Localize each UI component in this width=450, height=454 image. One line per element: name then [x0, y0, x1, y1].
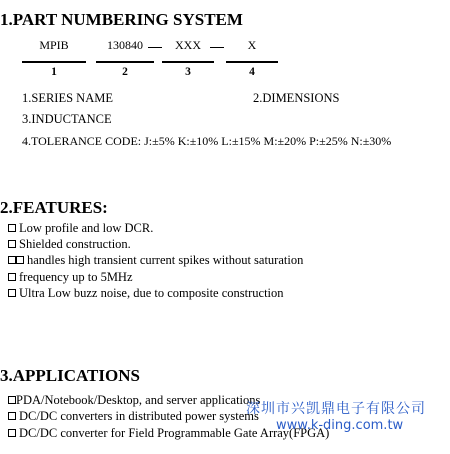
- checkbox-icon: [8, 224, 16, 232]
- application-item: DC/DC converters in distributed power systems: [8, 409, 259, 424]
- application-item: PDA/Notebook/Desktop, and server applications: [8, 393, 260, 408]
- checkbox-icon: [8, 396, 16, 404]
- legend-dimensions: 2.DIMENSIONS: [253, 91, 340, 105]
- part-numbering-heading: 1.PART NUMBERING SYSTEM: [0, 10, 243, 29]
- part-code-dimensions: 130840: [107, 38, 143, 52]
- legend-tolerance-code: 4.TOLERANCE CODE: J:±5% K:±10% L:±15% M:±20% P:±25% N:±30%: [22, 134, 392, 148]
- watermark-company: 深圳市兴凯鼎电子有限公司: [246, 401, 426, 417]
- part-code-tolerance: X: [247, 38, 257, 52]
- part-code-inductance: XXX: [175, 38, 201, 52]
- underline: [162, 61, 214, 63]
- legend-inductance: 3.INDUCTANCE: [22, 112, 112, 126]
- application-item: DC/DC converter for Field Programmable Gate Array(FPGA): [8, 426, 329, 441]
- applications-heading: 3.APPLICATIONS: [0, 366, 140, 385]
- feature-item: frequency up to 5MHz: [8, 270, 133, 285]
- feature-item: Ultra Low buzz noise, due to composite construction: [8, 286, 284, 301]
- checkbox-icon: [8, 289, 16, 297]
- checkbox-icon: [16, 256, 24, 264]
- position-number: 4: [249, 66, 255, 78]
- checkbox-icon: [8, 412, 16, 420]
- features-heading: 2.FEATURES:: [0, 198, 108, 217]
- position-number: 1: [51, 66, 57, 78]
- legend-series-name: 1.SERIES NAME: [22, 91, 113, 105]
- feature-item: Low profile and low DCR.: [8, 221, 153, 236]
- checkbox-icon: [8, 429, 16, 437]
- underline: [226, 61, 278, 63]
- separator-dash: [210, 47, 224, 48]
- underline: [96, 61, 154, 63]
- separator-dash: [148, 47, 162, 48]
- position-number: 3: [185, 66, 191, 78]
- position-number: 2: [122, 66, 128, 78]
- part-code-series: MPIB: [39, 38, 69, 52]
- watermark-url: www.k-ding.com.tw: [276, 418, 404, 433]
- checkbox-icon: [8, 273, 16, 281]
- underline: [22, 61, 86, 63]
- feature-item: handles high transient current spikes without saturation: [8, 253, 303, 268]
- checkbox-icon: [8, 240, 16, 248]
- feature-item: Shielded construction.: [8, 237, 131, 252]
- checkbox-icon: [8, 256, 16, 264]
